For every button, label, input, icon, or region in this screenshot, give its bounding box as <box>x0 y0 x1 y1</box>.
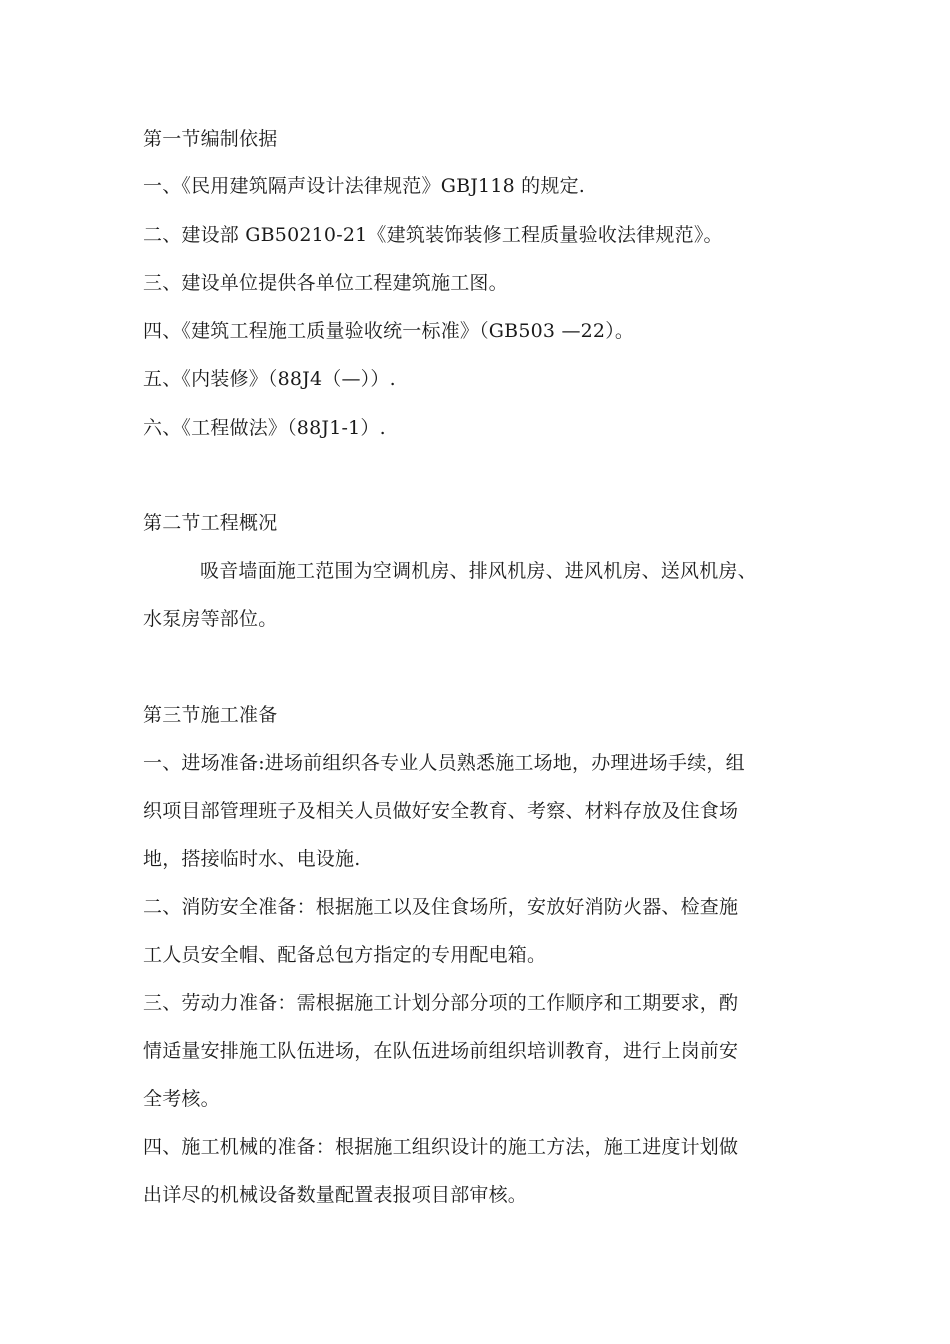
section3-line-9: 四、施工机械的准备：根据施工组织设计的施工方法，施工进度计划做 <box>143 1136 739 1158</box>
section3-line-1: 一、进场准备:进场前组织各专业人员熟悉施工场地，办理进场手续，组 <box>143 752 745 774</box>
section1-heading: 第一节编制依据 <box>143 128 278 150</box>
section1-item-3: 三、建设单位提供各单位工程建筑施工图。 <box>143 272 508 294</box>
section3-heading: 第三节施工准备 <box>143 704 278 726</box>
section3-line-2: 织项目部管理班子及相关人员做好安全教育、考察、材料存放及住食场 <box>143 800 739 822</box>
section3-line-8: 全考核。 <box>143 1088 220 1110</box>
section3-line-6: 三、劳动力准备：需根据施工计划分部分项的工作顺序和工期要求，酌 <box>143 992 739 1014</box>
section1-item-4: 四、《建筑工程施工质量验收统一标准》（GB503 —22）。 <box>143 320 635 342</box>
section1-item-1: 一、《民用建筑隔声设计法律规范》GBJ118 的规定. <box>143 175 586 197</box>
section3-line-5: 工人员安全帽、配备总包方指定的专用配电箱。 <box>143 944 547 966</box>
section1-item-6: 六、《工程做法》（88J1-1）. <box>143 417 386 439</box>
section1-item-5: 五、《内装修》（88J4（—））. <box>143 368 396 390</box>
section3-line-4: 二、消防安全准备：根据施工以及住食场所，安放好消防火器、检查施 <box>143 896 739 918</box>
section2-paragraph-line-1: 吸音墙面施工范围为空调机房、排风机房、进风机房、送风机房、 <box>200 560 757 582</box>
section2-paragraph-line-2: 水泵房等部位。 <box>143 608 278 630</box>
section3-line-7: 情适量安排施工队伍进场，在队伍进场前组织培训教育，进行上岗前安 <box>143 1040 739 1062</box>
section1-item-2: 二、建设部 GB50210-21《建筑装饰装修工程质量验收法律规范》。 <box>143 224 723 246</box>
section3-line-10: 出详尽的机械设备数量配置表报项目部审核。 <box>143 1184 528 1206</box>
section2-heading: 第二节工程概况 <box>143 512 278 534</box>
section3-line-3: 地，搭接临时水、电设施. <box>143 848 361 870</box>
